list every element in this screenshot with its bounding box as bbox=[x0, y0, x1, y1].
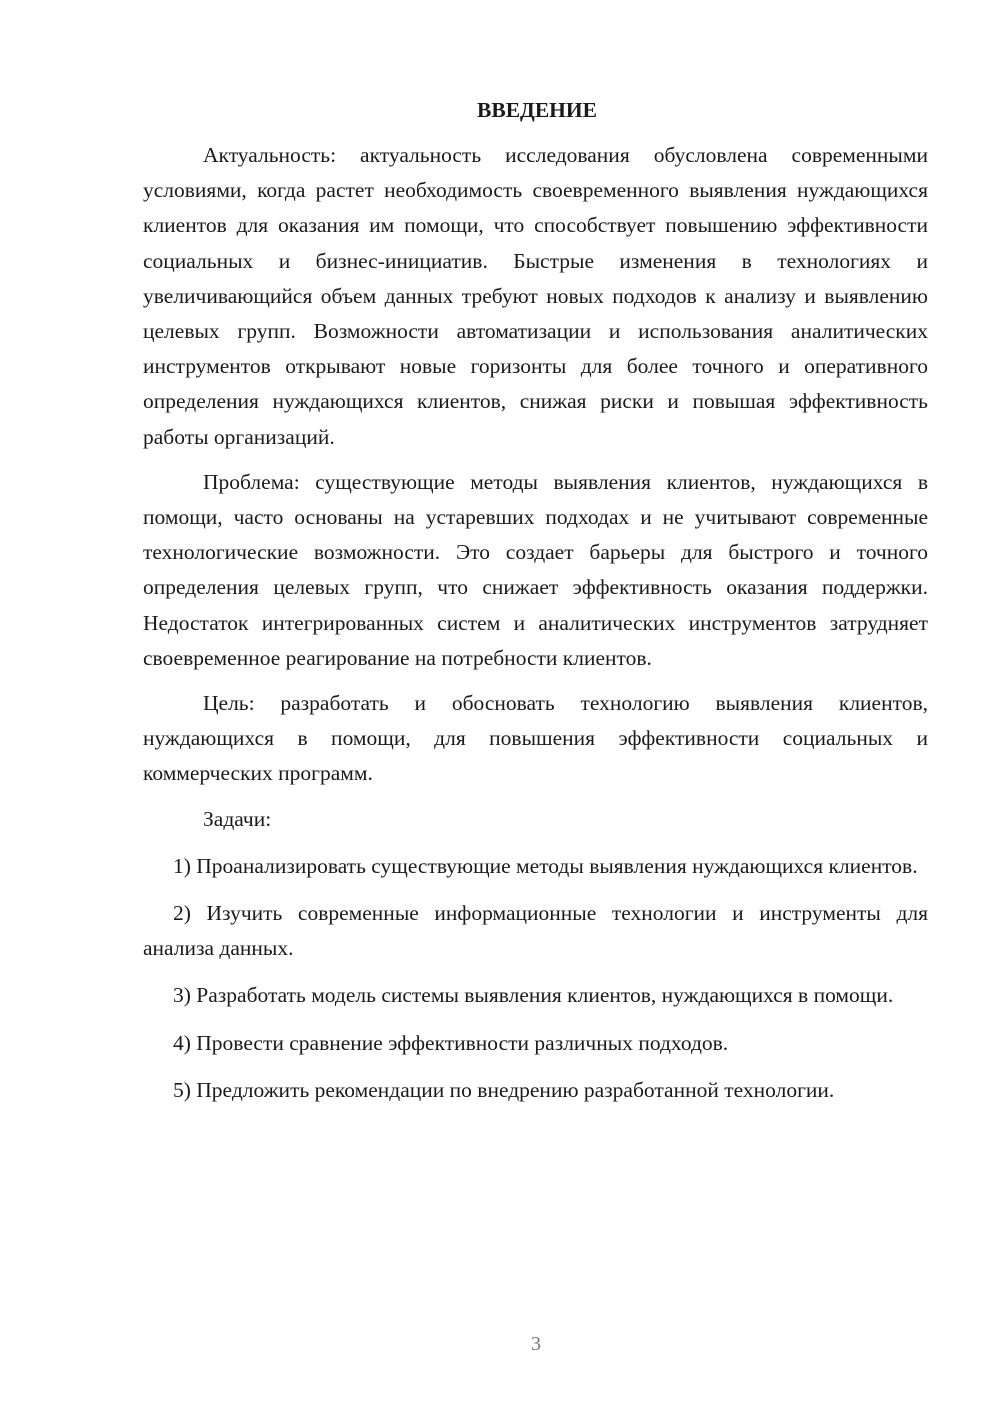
task-item-2: 2) Изучить современные информационные технологии и инструменты для анализа данных. bbox=[143, 901, 928, 961]
paragraph-problem: Проблема: существующие методы выявления клиентов, нуждающихся в помощи, часто основаны на устаревших подходах и не учитывают современные технологические возможности. Это создает барьеры для быстрого и точного определения целевых групп, что снижает эффективность оказания поддержки. Недостаток интегрированных систем и аналитических инструментов затрудняет своевременное реагирование на потребности клиентов. bbox=[143, 469, 928, 670]
task-item-3: 3) Разработать модель системы выявления клиентов, нуждающихся в помощи. bbox=[173, 983, 894, 1008]
tasks-label: Задачи: bbox=[203, 806, 272, 831]
task-item-5: 5) Предложить рекомендации по внедрению разработанной технологии. bbox=[173, 1077, 835, 1102]
section-heading: ВВЕДЕНИЕ bbox=[477, 98, 597, 122]
task-item-1: 1) Проанализировать существующие методы выявления нуждающихся клиентов. bbox=[173, 853, 918, 878]
task-item-4: 4) Провести сравнение эффективности различных подходов. bbox=[173, 1030, 729, 1055]
page-number: 3 bbox=[531, 1333, 541, 1355]
paragraph-goal: Цель: разработать и обосновать технологию выявления клиентов, нуждающихся в помощи, для повышения эффективности социальных и коммерческих программ. bbox=[143, 691, 928, 786]
paragraph-relevance: Актуальность: актуальность исследования обусловлена современными условиями, когда растет необходимость своевременного выявления нуждающихся клиентов для оказания им помощи, что способствует повышению эффективности социальных и бизнес-инициатив. Быстрые изменения в технологиях и увеличивающийся объем данных требуют новых подходов к анализу и выявлению целевых групп. Возможности автоматизации и использования аналитических инструментов открывают новые горизонты для более точного и оперативного определения нуждающихся клиентов, снижая риски и повышая эффективность работы организаций. bbox=[143, 143, 928, 449]
page-content bbox=[143, 93, 928, 1108]
